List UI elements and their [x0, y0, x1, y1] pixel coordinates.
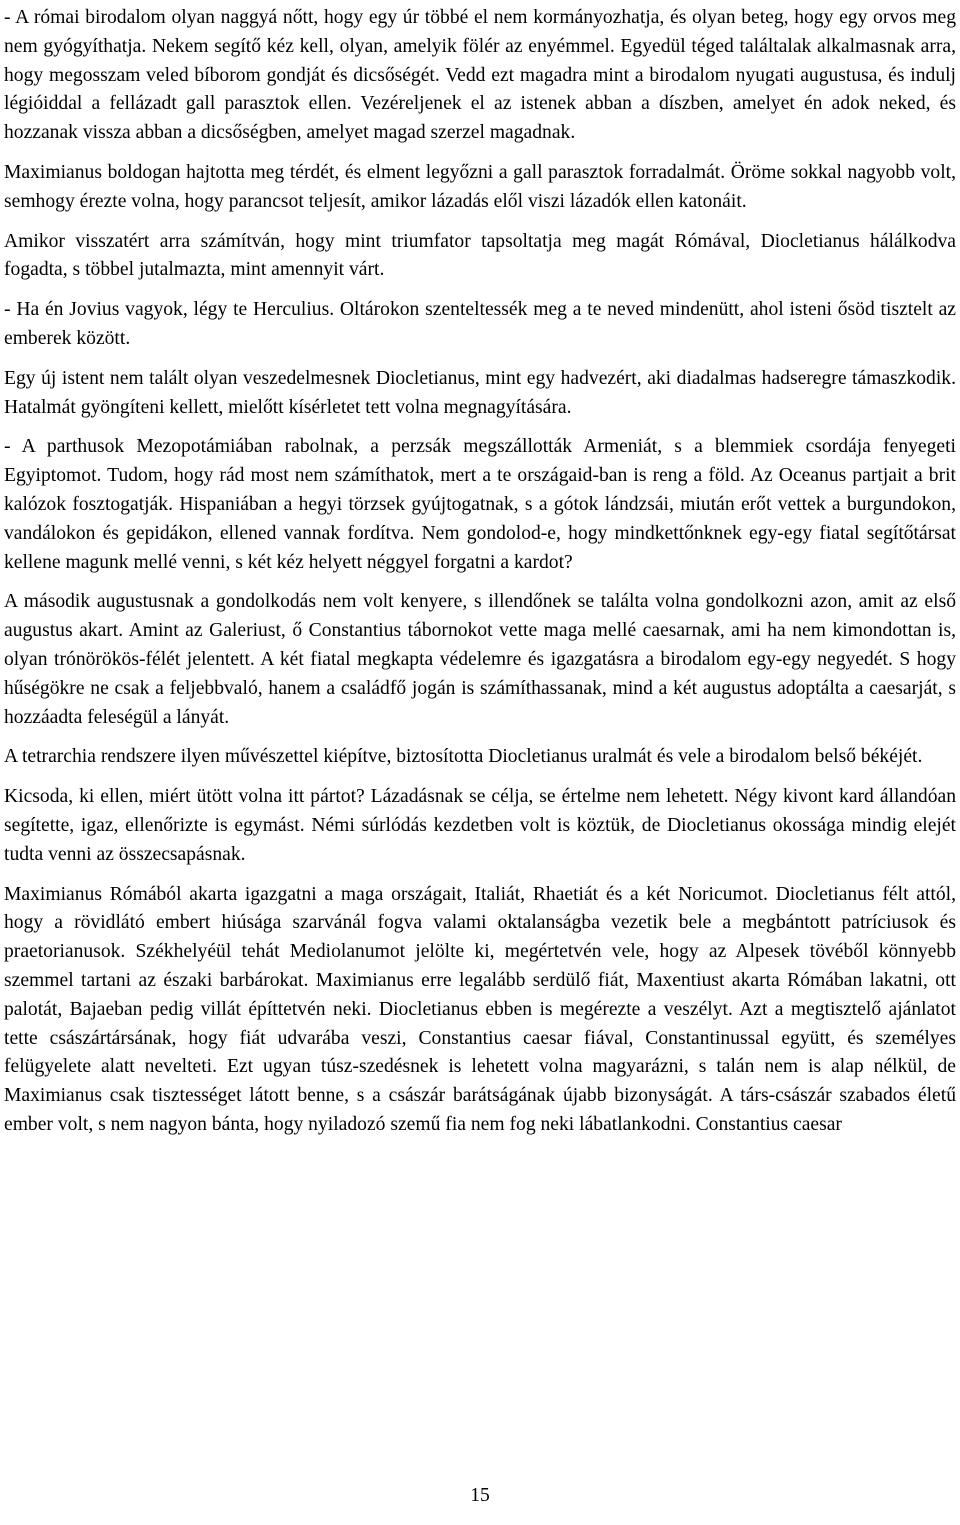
paragraph-10: Maximianus Rómából akarta igazgatni a maga országait, Italiát, Rhaetiát és a két Noricumot. Diocletianus félt attól, hogy a rövidlátó embert hiúsága szarvánál fogva valami oktalanságba vezetik bele a megbántott patríciusok és praetorianusok. Székhelyéül tehát Mediolanumot jelölte ki, megértetvén vele, hogy az Alpesek tövéből könnyebb szemmel tartani az északi barbárokat. Maximianus erre legalább serdülő fiát, Maxentiust akarta Rómában lakatni, ott palotát, Bajaeban pedig villát építtetvén neki. Diocletianus ebben is megérezte a veszélyt. Azt a megtisztelő ajánlatot tette császártársának, hogy fiát udvarába veszi, Constantius caesar fiával, Constantinussal együtt, és személyes felügyelete alatt nevelteti. Ezt ugyan túsz-szedésnek is lehetett volna magyarázni, s talán nem is alap nélkül, de Maximianus csak tisztességet látott benne, s a császár barátságának újabb bizonyságát. A társ-császár szabados életű ember volt, s nem nagyon bánta, hogy nyiladozó szemű fia nem fog neki lábatlankodni. Constantius caesar: [4, 883, 956, 1135]
paragraph-1: - A római birodalom olyan naggyá nőtt, hogy egy úr többé el nem kormányozhatja, és olyan beteg, hogy egy orvos meg nem gyógyíthatja. Nekem segítő kéz kell, olyan, amelyik fölér az enyémmel. Egyedül téged találtalak alkalmasnak arra, hogy megosszam veled bíborom gondját és dicsőségét. Vedd ezt magadra mint a birodalom nyugati augustusa, és indulj légióiddal a fellázadt gall parasztok ellen. Vezéreljenek el az istenek abban a díszben, amelyet én adok neked, és hozzanak vissza abban a dicsőségben, amelyet magad szerzel magadnak.: [4, 7, 956, 144]
paragraph-7: A második augustusnak a gondolkodás nem volt kenyere, s illendőnek se találta volna gondolkozni azon, amit az első augustus akart. Amint az Galeriust, ő Constantius tábornokot vette maga mellé caesarnak, ami ha nem kimondottan is, olyan trónörökös-félét jelentett. A két fiatal megkapta védelemre és igazgatásra a birodalom egy-egy negyedét. S hogy hűségökre ne csak a feljebbvaló, hanem a családfő jogán is számíthassanak, mind a két augustus adoptálta a caesarját, s hozzáadta feleségül a lányát.: [4, 591, 956, 728]
page-number: 15: [470, 1485, 490, 1506]
paragraph-9: Kicsoda, ki ellen, miért ütött volna itt pártot? Lázadásnak se célja, se értelme nem lehetett. Négy kivont kard állandóan segítette, igaz, ellenőrizte is egymást. Némi súrlódás kezdetben volt is köztük, de Diocletianus okossága mindig elejét tudta venni az összecsapásnak.: [4, 786, 956, 865]
document-page: [4, 4, 956, 1151]
paragraph-8: A tetrarchia rendszere ilyen művészettel kiépítve, biztosította Diocletianus uralmát és vele a birodalom belső békéjét.: [4, 746, 923, 768]
paragraph-5: Egy új istent nem talált olyan veszedelmesnek Diocletianus, mint egy hadvezért, aki diadalmas hadseregre támaszkodik. Hatalmát gyöngíteni kellett, mielőtt kísérletet tett volna megnagyítására.: [4, 367, 956, 418]
paragraph-2: Maximianus boldogan hajtotta meg térdét, és elment legyőzni a gall parasztok forradalmát. Öröme sokkal nagyobb volt, semhogy érezte volna, hogy parancsot teljesít, amikor lázadás elől viszi lázadók ellen katonáit.: [4, 161, 956, 212]
paragraph-4: - Ha én Jovius vagyok, légy te Herculius. Oltárokon szenteltessék meg a te neved mindenütt, ahol isteni ősöd tisztelt az emberek között.: [4, 299, 956, 349]
paragraph-3: Amikor visszatért arra számítván, hogy mint triumfator tapsoltatja meg magát Rómával, Diocletianus hálálkodva fogadta, s többel jutalmazta, mint amennyit várt.: [4, 230, 956, 281]
paragraph-6: - A parthusok Mezopotámiában rabolnak, a perzsák megszállották Armeniát, s a blemmiek csordája fenyegeti Egyiptomot. Tudom, hogy rád most nem számíthatok, mert a te országaid-ban is reng a föld. Az Oceanus partjait a brit kalózok fosztogatják. Hispaniában a hegyi törzsek gyújtogatnak, s a gótok lándzsái, miután erőt vettek a burgundokon, vandálokon és gepidákon, ellened vannak fordítva. Nem gondolod-e, hogy mindkettőnknek egy-egy fiatal segítőtársat kellene magunk mellé venni, s két kéz helyett néggyel forgatni a kardot?: [4, 436, 956, 573]
